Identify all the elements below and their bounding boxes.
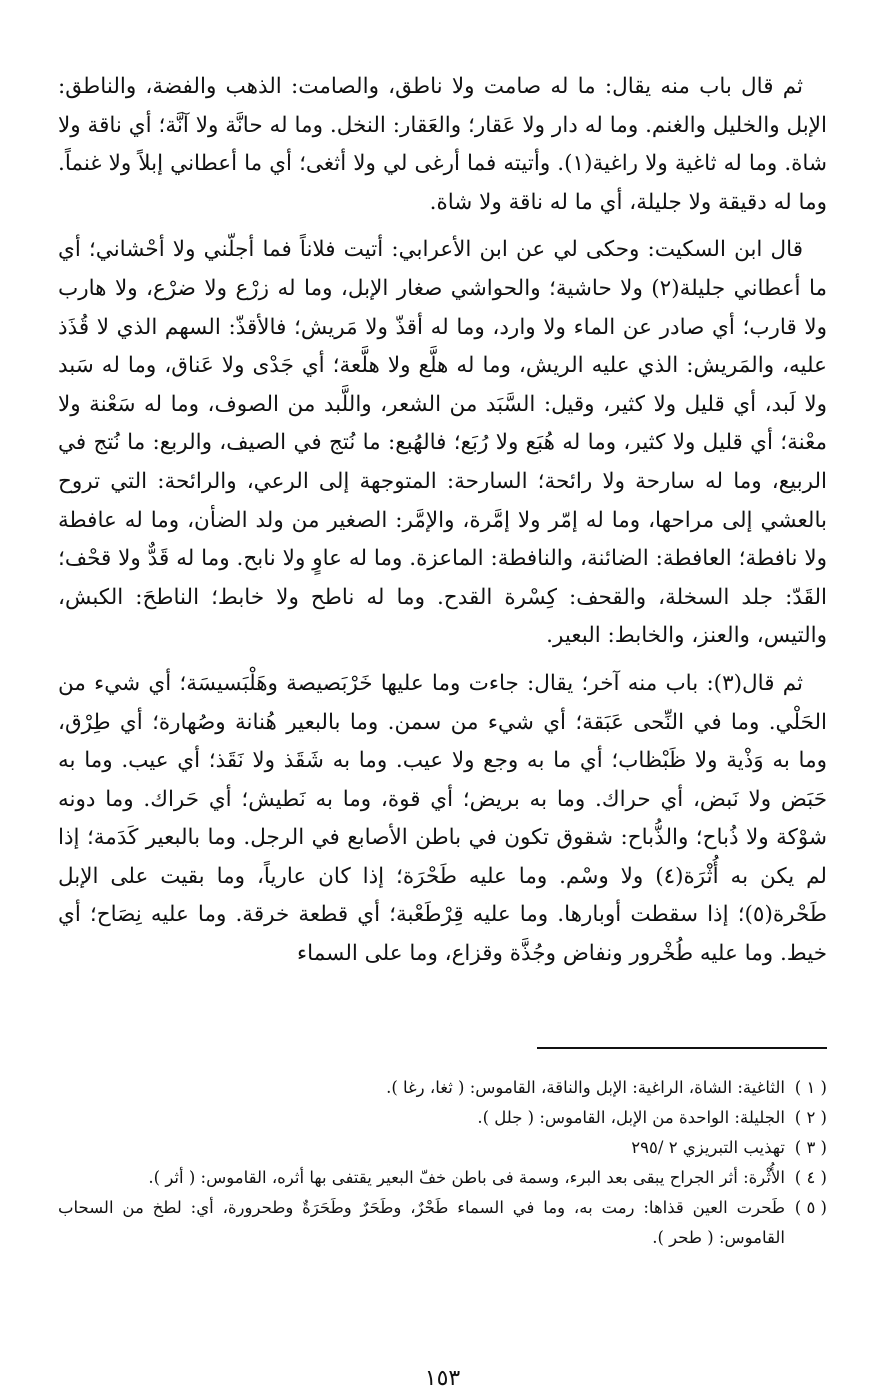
footnote-item [58,1133,827,1163]
footnote-item [58,1073,827,1103]
footnotes [58,1073,827,1253]
footnote-text: تهذيب التبريزي ٢ /٢٩٥ [631,1138,785,1157]
footnote-number: ( ٣ ) [794,1138,827,1157]
footnote-text: الأُثْرة: أثر الجراح يبقى بعد البرء، وسمة فى باطن خفّ البعير يقتفى بها أثره، القاموس: ( أثر ). [148,1168,785,1187]
footnote-number: ( ٤ ) [794,1168,827,1187]
footnote-item [58,1103,827,1133]
footnote-item [58,1193,827,1253]
footnote-number: ( ١ ) [794,1078,827,1097]
footnote-number: ( ٥ ) [794,1198,827,1217]
footnote-text: الثاغية: الشاة، الراغية: الإبل والناقة، القاموس: ( ثغا، رغا ). [386,1078,785,1097]
footnote-item [58,1163,827,1193]
body-paragraph-2: قال ابن السكيت: وحكى لي عن ابن الأعرابي: أتيت فلاناً فما أجلّني ولا أحْشاني؛ أي ما أعطاني جليلة(٢) ولا حاشية؛ والحواشي صغار الإبل، وما له زرْع ولا ضرْع، ولا هارب ولا قارب؛ أي صادر عن الماء ولا وارد، وما له أقذّ ولا مَريش؛ فالأقذّ: السهم الذي لا قُذَذ عليه، والمَريش: الذي عليه الريش، وما له هلَّع ولا هلَّعة؛ أي جَدْى ولا عَناق، وما له سَبد ولا لَبد، أي قليل ولا كثير، وقيل: السَّبَد من الشعر، واللَّبد من الصوف، وما له سَعْنة ولا معْنة؛ أي قليل ولا كثير، وما له هُبَع ولا رُبَع؛ فالهُبع: ما نُتج في الصيف، والربع: ما نُتج في الربيع، وما له سارحة ولا رائحة؛ السارحة: المتوجهة إلى الرعي، والرائحة: التي تروح بالعشي إلى مراحها، وما له إمّر ولا إمَّرة، والإمَّر: الصغير من ولد الضأن، وما له عافطة ولا نافطة؛ العافطة: الضائنة، والنافطة: الماعزة. وما له عاوٍ ولا نابح. وما له قَدٌّ ولا قحْف؛ القَدّ: جلد السخلة، والقحف: كِسْرة القدح. وما له ناطح ولا خابط؛ الناطحَ: الكبش، والتيس، والعنز، والخابط: البعير. [58,237,828,649]
footnote-text: طَحرت العين قذاها: رمت به، وما في السماء طَحْرٌ، وطَحَرٌ وطَحَرَةٌ وطحرورة، أي: لطخ من السحاب القاموس: ( طحر ). [58,1198,785,1247]
page-number: ١٥٣ [424,1366,461,1391]
body-paragraph-1: ثم قال باب منه يقال: ما له صامت ولا ناطق، والصامت: الذهب والفضة، والناطق: الإبل والخليل والغنم. وما له دار ولا عَقار؛ والعَقار: النخل. وما له حانَّة ولا آنَّة؛ أي ناقة ولا شاة. وما له ثاغية ولا راغية(١). وأتيته فما أرغى لي ولا أثغى؛ أي ما أعطاني إبلاً ولا غنماً. وما له دقيقة ولا جليلة، أي ما له ناقة ولا شاة. [58,74,827,215]
body-paragraph-3: ثم قال(٣): باب منه آخر؛ يقال: جاءت وما عليها خَرْبَصيصة وهَلْبَسيسَة؛ أي شيء من الحَلْي. وما في النِّحى عَبَقة؛ أي شيء من سمن. وما بالبعير هُنانة وصُهارة؛ أي طِرْق، وما به وَذْية ولا ظَبْظاب؛ أي ما به وجع ولا عيب. وما به شَقَذ ولا نَقَذ؛ أي عيب. وما به حَبَض ولا نَبض، أي حراك. وما به بريض؛ أي قوة، وما به نَطيش؛ أي حَراك. وما دونه شوْكة ولا ذُباح؛ والذُّباح: شقوق تكون في باطن الأصابع في الرجل. وما بالبعير كَدَمة؛ إذا لم يكن به أُثْرَة(٤) ولا وسْم. وما عليه طَحْرَة؛ إذا كان عارياً، وما بقيت على الإبل طَحْرة(٥)؛ إذا سقطت أوبارها. وما عليه قِرْطَعْبة؛ أي قطعة خرقة. وما عليه نِصَاح؛ أي خيط. وما عليه طُخْرور ونفاض وجُذَّة وقزاع، وما على السماء [58,670,827,967]
footnote-separator [537,1047,827,1049]
book-page [58,68,828,1391]
footnote-text: الجليلة: الواحدة من الإبل، القاموس: ( جلل ). [477,1108,785,1127]
footnote-number: ( ٢ ) [794,1108,827,1127]
